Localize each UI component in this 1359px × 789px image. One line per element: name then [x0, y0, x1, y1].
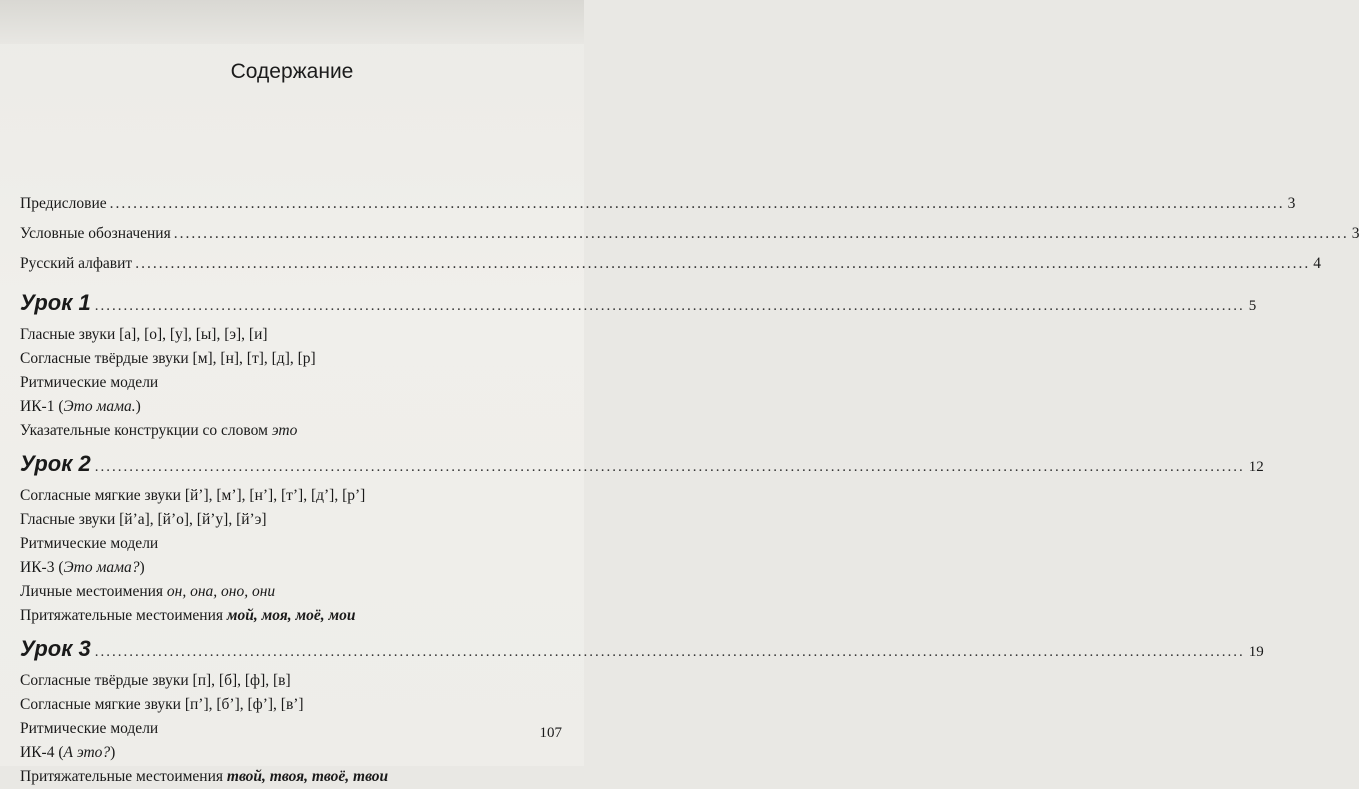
toc-entry[interactable]	[20, 192, 1296, 216]
lesson-heading[interactable]	[20, 632, 1264, 669]
topic-example: он, она, оно, они	[166, 583, 276, 600]
topic-text-after: )	[139, 559, 145, 576]
front-matter-entries	[20, 192, 1359, 282]
topic-text: Согласные мягкие звуки [п’], [б’], [ф’], [в’]	[20, 696, 304, 713]
topic-example: твой, твоя, твоё, твои	[226, 768, 389, 785]
leader-dots: ........................................................................................................................................................................................................	[109, 195, 1285, 212]
toc-entry[interactable]	[20, 252, 1321, 276]
lesson-topic	[20, 532, 520, 556]
page-number: 107	[539, 725, 562, 741]
topic-text: Согласные мягкие звуки [й’], [м’], [н’], [т’], [д’], [р’]	[20, 487, 366, 504]
lesson-topic	[20, 556, 520, 580]
topic-text: Гласные звуки [а], [о], [у], [ы], [э], [и]	[20, 326, 268, 343]
lesson-page: 12	[1248, 459, 1264, 475]
topic-example: А это?	[63, 744, 111, 761]
lesson-topic	[20, 741, 520, 765]
topic-text: ИК-3 (	[20, 559, 64, 576]
lesson-title: Урок 2	[20, 451, 91, 476]
lesson-topic	[20, 693, 520, 717]
page-header-strip	[0, 0, 584, 44]
lesson-topic	[20, 765, 520, 789]
topic-text: ИК-1 (	[20, 398, 64, 415]
lesson-title: Урок 1	[20, 290, 91, 315]
topic-text: Ритмические модели	[20, 720, 159, 737]
lesson-topic	[20, 669, 520, 693]
topic-text: Согласные твёрдые звуки [п], [б], [ф], [в]	[20, 672, 291, 689]
lesson-topic	[20, 419, 520, 443]
topic-text: Притяжательные местоимения	[20, 607, 227, 624]
lesson-topic	[20, 484, 520, 508]
topic-text: Личные местоимения	[20, 583, 167, 600]
leader-dots: ........................................................................................................................................................................................................	[94, 298, 1245, 314]
topic-text-after: )	[110, 744, 116, 761]
topic-text: ИК-4 (	[20, 744, 64, 761]
topic-example: мой, моя, моё, мои	[226, 607, 356, 624]
lesson-topic	[20, 371, 520, 395]
toc-entry[interactable]	[20, 222, 1359, 246]
topic-text: Гласные звуки [й’а], [й’о], [й’у], [й’э]	[20, 511, 267, 528]
lesson-topic	[20, 508, 520, 532]
leader-dots: ........................................................................................................................................................................................................	[135, 255, 1311, 272]
lesson-topic	[20, 395, 520, 419]
toc-entry-label: Русский алфавит	[20, 255, 133, 272]
lesson-heading[interactable]	[20, 286, 1257, 323]
leader-dots: ........................................................................................................................................................................................................	[173, 225, 1349, 242]
toc-entry-label: Условные обозначения	[20, 225, 171, 242]
lesson-heading[interactable]	[20, 447, 1264, 484]
topic-text: Указательные конструкции со словом	[20, 422, 272, 439]
lesson-title: Урок 3	[20, 636, 91, 661]
lesson-topic	[20, 717, 520, 741]
topic-text: Согласные твёрдые звуки [м], [н], [т], [д], [р]	[20, 350, 316, 367]
topic-example: Это мама.	[63, 398, 136, 415]
topic-text: Ритмические модели	[20, 374, 159, 391]
topic-example: это	[271, 422, 298, 439]
toc-entry-page: 3	[1351, 225, 1359, 242]
lesson-page: 5	[1248, 298, 1257, 314]
topic-example: Это мама?	[63, 559, 140, 576]
topic-text-after: )	[135, 398, 141, 415]
toc-entry-label: Предисловие	[20, 195, 107, 212]
toc-entry-page: 4	[1313, 255, 1321, 272]
leader-dots: ........................................................................................................................................................................................................	[94, 644, 1245, 660]
lesson-topic	[20, 604, 520, 628]
lesson-page: 19	[1248, 644, 1264, 660]
topic-text: Притяжательные местоимения	[20, 768, 227, 785]
lesson-topic	[20, 580, 520, 604]
topic-text: Ритмические модели	[20, 535, 159, 552]
row-gap	[20, 276, 520, 282]
leader-dots: ........................................................................................................................................................................................................	[94, 459, 1245, 475]
toc-entry-page: 3	[1287, 195, 1296, 212]
lesson-topic	[20, 323, 520, 347]
page-title: Содержание	[230, 60, 354, 83]
lesson-topic	[20, 347, 520, 371]
